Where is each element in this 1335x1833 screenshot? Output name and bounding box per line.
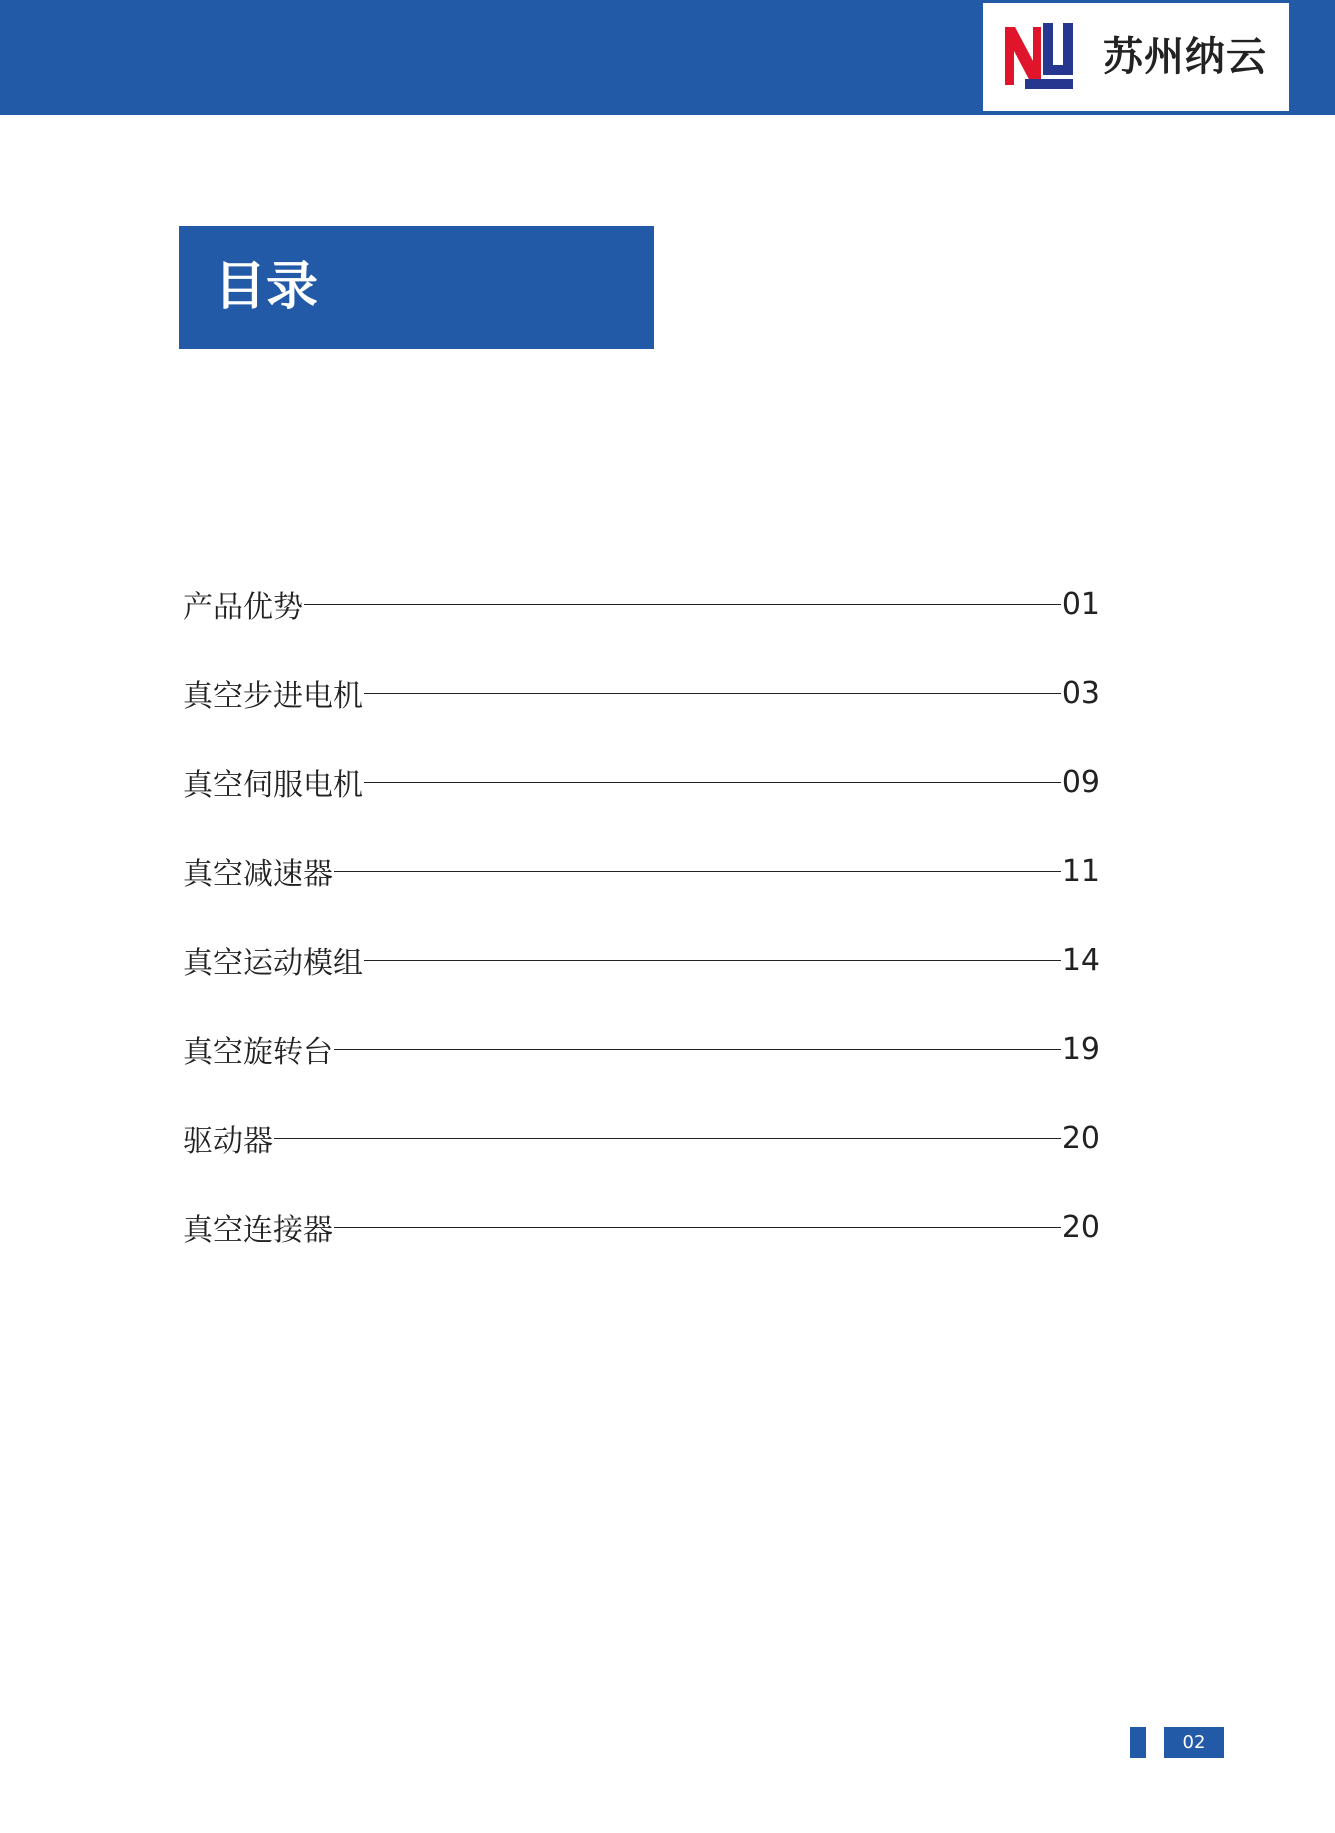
toc-entry-label: 驱动器: [183, 1124, 273, 1159]
toc-entry-page: 14: [1061, 942, 1100, 978]
footer-accent-bar: [1130, 1727, 1146, 1758]
toc-leader-line: [364, 782, 1061, 783]
toc-entry-page: 09: [1061, 764, 1100, 800]
toc-leader-line: [274, 1138, 1061, 1139]
toc-entry[interactable]: [183, 577, 1100, 631]
toc-entry-page: 11: [1061, 853, 1100, 889]
table-of-contents: [183, 577, 1100, 1289]
toc-entry-label: 真空运动模组: [183, 946, 363, 981]
toc-leader-line: [364, 960, 1061, 961]
toc-entry[interactable]: [183, 933, 1100, 987]
toc-entry[interactable]: [183, 755, 1100, 809]
toc-entry[interactable]: [183, 1111, 1100, 1165]
toc-entry-label: 真空减速器: [183, 857, 333, 892]
toc-entry[interactable]: [183, 844, 1100, 898]
toc-leader-line: [334, 871, 1061, 872]
page-number: 02: [1164, 1727, 1224, 1758]
toc-leader-line: [364, 693, 1061, 694]
toc-entry-label: 真空步进电机: [183, 679, 363, 714]
page-title: 目录: [214, 257, 319, 317]
brand-name: 苏州纳云: [1103, 33, 1267, 80]
toc-leader-line: [304, 604, 1061, 605]
toc-entry-page: 20: [1061, 1120, 1100, 1156]
toc-entry-label: 产品优势: [183, 590, 303, 625]
toc-entry[interactable]: [183, 1022, 1100, 1076]
toc-entry-label: 真空连接器: [183, 1213, 333, 1248]
toc-entry-page: 19: [1061, 1031, 1100, 1067]
toc-entry-page: 03: [1061, 675, 1100, 711]
toc-entry-label: 真空旋转台: [183, 1035, 333, 1070]
toc-title-box: [179, 226, 654, 349]
toc-leader-line: [334, 1049, 1061, 1050]
toc-leader-line: [334, 1227, 1061, 1228]
toc-entry[interactable]: [183, 666, 1100, 720]
ny-logo-icon: [1005, 21, 1079, 91]
brand-logo: [983, 3, 1289, 111]
toc-entry-label: 真空伺服电机: [183, 768, 363, 803]
toc-entry-page: 20: [1061, 1209, 1100, 1245]
toc-entry[interactable]: [183, 1200, 1100, 1254]
toc-entry-page: 01: [1061, 586, 1100, 622]
